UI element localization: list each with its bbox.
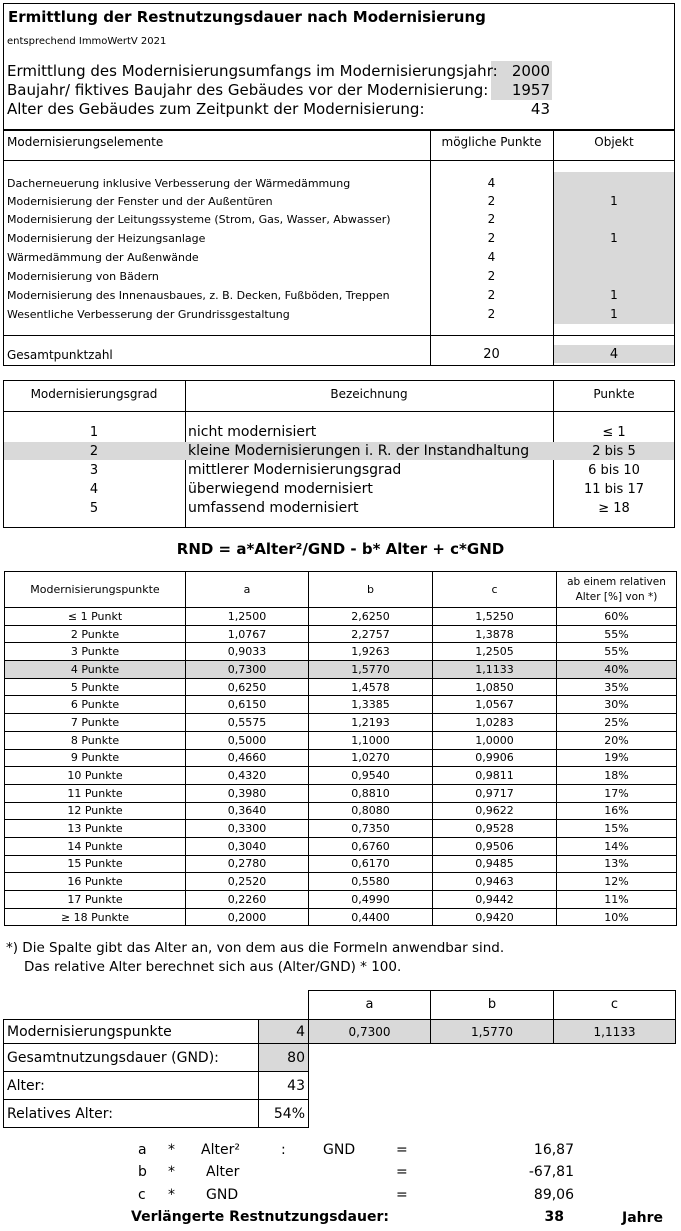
coeff-age: 35%: [557, 678, 677, 696]
coeff-b: 0,4400: [309, 908, 433, 926]
grade-number: 2: [89, 444, 99, 459]
coeff-c: 0,9622: [433, 802, 557, 820]
header-row-label: Alter des Gebäudes zum Zeitpunkt der Modernisierung:: [7, 100, 425, 118]
calc-age-label: Alter:: [7, 1078, 45, 1094]
grade-desc: nicht modernisiert: [188, 424, 317, 440]
coeff-a: 0,5000: [186, 731, 309, 749]
coeff-points: 5 Punkte: [5, 678, 186, 696]
coeff-a: 0,3640: [186, 802, 309, 820]
total-points: 20: [483, 347, 500, 362]
coeff-points: ≤ 1 Punkt: [5, 608, 186, 626]
grade-desc: kleine Modernisierungen i. R. der Instandhaltung: [188, 443, 530, 459]
elements-header-line: [3, 160, 675, 161]
table-row: [5, 678, 677, 696]
final-label: Verlängerte Restnutzungsdauer:: [131, 1209, 389, 1225]
grade-number: 3: [89, 463, 99, 478]
grade-desc: überwiegend modernisiert: [188, 481, 373, 497]
element-object: 1: [610, 307, 618, 321]
coeff-points: 11 Punkte: [5, 784, 186, 802]
coeff-points: 8 Punkte: [5, 731, 186, 749]
coeff-a: 0,3300: [186, 820, 309, 838]
calc-col-header-b-text: b: [487, 997, 497, 1012]
table-row: [5, 625, 677, 643]
coeff-age: 19%: [557, 749, 677, 767]
calc-col-header-c-text: c: [610, 997, 619, 1012]
coeff-points: 10 Punkte: [5, 767, 186, 785]
table-row: [5, 643, 677, 661]
elements-header-element: Modernisierungselemente: [7, 135, 164, 149]
coeff-points: 6 Punkte: [5, 696, 186, 714]
coeff-points: 15 Punkte: [5, 855, 186, 873]
result-var: b: [138, 1164, 147, 1180]
coeff-c: 0,9485: [433, 855, 557, 873]
grades-header-grade: Modernisierungsgrad: [30, 387, 158, 401]
coeff-points: 16 Punkte: [5, 873, 186, 891]
coeff-b: 0,8810: [309, 784, 433, 802]
footnote-line-1: *) Die Spalte gibt das Alter an, von dem aus die Formeln anwendbar sind.: [6, 940, 505, 956]
coeff-header-c: c: [433, 572, 557, 608]
coeff-age: 25%: [557, 714, 677, 732]
coeff-c: 0,9906: [433, 749, 557, 767]
grade-number: 5: [89, 501, 99, 516]
result-op: *: [168, 1164, 175, 1180]
coeff-b: 2,2757: [309, 625, 433, 643]
element-label: Wärmedämmung der Außenwände: [7, 251, 199, 264]
coeff-c: 0,9528: [433, 820, 557, 838]
coeff-b: 2,6250: [309, 608, 433, 626]
table-row: [5, 767, 677, 785]
header-row-value: 1957: [511, 81, 550, 99]
coeff-b: 0,9540: [309, 767, 433, 785]
grade-points: 11 bis 17: [584, 482, 644, 497]
coeff-header-b: b: [309, 572, 433, 608]
coeff-c: 1,0000: [433, 731, 557, 749]
coeff-age: 20%: [557, 731, 677, 749]
coeff-points: 7 Punkte: [5, 714, 186, 732]
coeff-age: 14%: [557, 837, 677, 855]
grades-header-points: Punkte: [593, 387, 635, 401]
calc-col-header-a-text: a: [365, 997, 374, 1012]
calc-points-value: 4: [296, 1024, 305, 1040]
element-points: 2: [487, 307, 496, 321]
coeff-points: 13 Punkte: [5, 820, 186, 838]
coeff-table: [4, 571, 677, 926]
result-term: GND: [206, 1187, 239, 1203]
table-row: [5, 696, 677, 714]
result-value: -67,81: [528, 1164, 574, 1180]
table-row: [5, 749, 677, 767]
elements-header-points: mögliche Punkte: [441, 135, 542, 149]
coeff-a: 0,3040: [186, 837, 309, 855]
elements-header-object: Objekt: [594, 135, 634, 149]
element-points: 2: [487, 231, 496, 245]
grade-points: 2 bis 5: [592, 444, 636, 459]
calc-rel-value: 54%: [273, 1106, 305, 1122]
elements-total-line: [3, 335, 675, 336]
table-row: [5, 837, 677, 855]
table-row: [5, 802, 677, 820]
coeff-age: 30%: [557, 696, 677, 714]
page-subtitle: entsprechend ImmoWertV 2021: [7, 36, 167, 47]
table-row: [5, 855, 677, 873]
coeff-c: 1,0567: [433, 696, 557, 714]
grade-number: 1: [89, 425, 99, 440]
element-points: 2: [487, 194, 496, 208]
coeff-c: 0,9811: [433, 767, 557, 785]
element-points: 2: [487, 212, 496, 226]
element-label: Modernisierung der Heizungsanlage: [7, 232, 206, 245]
grade-desc: umfassend modernisiert: [188, 500, 359, 516]
grade-points: ≤ 1: [602, 425, 626, 440]
result-value: 89,06: [533, 1187, 574, 1203]
coeff-b: 0,6170: [309, 855, 433, 873]
result-var: a: [138, 1142, 147, 1158]
coeff-c: 1,5250: [433, 608, 557, 626]
table-row: [5, 731, 677, 749]
coeff-a: 0,2520: [186, 873, 309, 891]
coeff-b: 0,7350: [309, 820, 433, 838]
result-term: Alter: [206, 1164, 240, 1180]
coeff-age: 12%: [557, 873, 677, 891]
result-div: GND: [323, 1142, 356, 1158]
coeff-a: 0,9033: [186, 643, 309, 661]
coeff-c: 1,0850: [433, 678, 557, 696]
table-row: [5, 661, 677, 679]
final-value: 38: [544, 1209, 564, 1225]
element-object: 1: [610, 288, 618, 302]
coeff-points: 4 Punkte: [5, 661, 186, 679]
elements-col-divider: [430, 130, 431, 366]
coeff-b: 0,4990: [309, 891, 433, 909]
coeff-points: 17 Punkte: [5, 891, 186, 909]
element-label: Dacherneuerung inklusive Verbesserung der Wärmedämmung: [7, 177, 351, 190]
coeff-points: 12 Punkte: [5, 802, 186, 820]
coeff-b: 1,5770: [309, 661, 433, 679]
coeff-age: 18%: [557, 767, 677, 785]
coeff-c: 0,9442: [433, 891, 557, 909]
result-var: c: [138, 1187, 146, 1203]
coeff-c: 1,2505: [433, 643, 557, 661]
table-row: [5, 714, 677, 732]
grade-number: 4: [89, 482, 99, 497]
formula-title: RND = a*Alter²/GND - b* Alter + c*GND: [176, 540, 505, 558]
calc-a-value: 0,7300: [348, 1025, 391, 1039]
coeff-a: 0,6250: [186, 678, 309, 696]
result-value: 16,87: [533, 1142, 574, 1158]
result-op: *: [168, 1142, 175, 1158]
coeff-points: 14 Punkte: [5, 837, 186, 855]
element-object: 1: [610, 194, 618, 208]
calc-gnd-value: 80: [287, 1050, 305, 1066]
coeff-header-row: [5, 572, 677, 608]
coeff-a: 0,5575: [186, 714, 309, 732]
header-row-value: 43: [530, 100, 550, 118]
grade-points: 6 bis 10: [588, 463, 640, 478]
coeff-age: 10%: [557, 908, 677, 926]
element-points: 2: [487, 288, 496, 302]
coeff-points: 2 Punkte: [5, 625, 186, 643]
header-row-label: Baujahr/ fiktives Baujahr des Gebäudes vor der Modernisierung:: [7, 81, 489, 99]
coeff-a: 1,2500: [186, 608, 309, 626]
coeff-c: 1,0283: [433, 714, 557, 732]
table-row: [5, 873, 677, 891]
coeff-b: 0,8080: [309, 802, 433, 820]
element-points: 4: [487, 250, 496, 264]
coeff-age: 40%: [557, 661, 677, 679]
result-term: Alter²: [201, 1142, 240, 1158]
coeff-c: 0,9463: [433, 873, 557, 891]
table-row: [5, 784, 677, 802]
table-row: [5, 891, 677, 909]
coeff-a: 0,2000: [186, 908, 309, 926]
coeff-a: 0,3980: [186, 784, 309, 802]
coeff-b: 1,9263: [309, 643, 433, 661]
result-op: *: [168, 1187, 175, 1203]
coeff-b: 1,4578: [309, 678, 433, 696]
coeff-age: 13%: [557, 855, 677, 873]
coeff-a: 0,4320: [186, 767, 309, 785]
element-label: Modernisierung des Innenausbaues, z. B. Decken, Fußböden, Treppen: [7, 289, 390, 302]
coeff-b: 1,1000: [309, 731, 433, 749]
grades-header-desc: Bezeichnung: [330, 387, 408, 401]
coeff-c: 0,9717: [433, 784, 557, 802]
header-row-value: 2000: [511, 62, 550, 80]
total-label: Gesamtpunktzahl: [7, 348, 113, 362]
coeff-b: 0,6760: [309, 837, 433, 855]
calc-age-value: 43: [287, 1078, 305, 1094]
coeff-c: 0,9506: [433, 837, 557, 855]
element-points: 2: [487, 269, 496, 283]
result-eq: =: [396, 1164, 408, 1180]
grade-points: ≥ 18: [598, 501, 630, 516]
coeff-a: 0,2780: [186, 855, 309, 873]
coeff-age: 60%: [557, 608, 677, 626]
coeff-points: ≥ 18 Punkte: [5, 908, 186, 926]
coeff-a: 0,4660: [186, 749, 309, 767]
coeff-b: 1,2193: [309, 714, 433, 732]
coeff-a: 0,7300: [186, 661, 309, 679]
coeff-c: 1,3878: [433, 625, 557, 643]
element-label: Wesentliche Verbesserung der Grundrissgestaltung: [7, 308, 290, 321]
coeff-age: 11%: [557, 891, 677, 909]
element-label: Modernisierung der Leitungssysteme (Strom, Gas, Wasser, Abwasser): [7, 213, 391, 226]
coeff-age: 55%: [557, 625, 677, 643]
footnote-line-2: Das relative Alter berechnet sich aus (Alter/GND) * 100.: [24, 959, 402, 975]
coeff-header-age: ab einem relativen Alter [%] von *): [557, 572, 677, 608]
coeff-points: 3 Punkte: [5, 643, 186, 661]
table-row: [5, 608, 677, 626]
coeff-b: 1,3385: [309, 696, 433, 714]
calc-gnd-label: Gesamtnutzungsdauer (GND):: [7, 1050, 219, 1066]
element-label: Modernisierung von Bädern: [7, 270, 159, 283]
calc-rel-label: Relatives Alter:: [7, 1106, 113, 1122]
coeff-age: 15%: [557, 820, 677, 838]
result-colon: :: [281, 1142, 286, 1158]
result-eq: =: [396, 1142, 408, 1158]
coeff-age: 16%: [557, 802, 677, 820]
calc-points-label: Modernisierungspunkte: [7, 1024, 172, 1040]
grade-desc: mittlerer Modernisierungsgrad: [188, 462, 402, 478]
coeff-a: 0,2260: [186, 891, 309, 909]
page-title: Ermittlung der Restnutzungsdauer nach Modernisierung: [8, 8, 486, 26]
table-row: [5, 820, 677, 838]
table-row: [5, 908, 677, 926]
coeff-c: 1,1133: [433, 661, 557, 679]
header-row-label: Ermittlung des Modernisierungsumfangs im Modernisierungsjahr:: [7, 62, 498, 80]
coeff-b: 0,5580: [309, 873, 433, 891]
result-eq: =: [396, 1187, 408, 1203]
calc-b-value: 1,5770: [471, 1025, 513, 1039]
coeff-a: 0,6150: [186, 696, 309, 714]
calc-c-value: 1,1133: [593, 1025, 636, 1039]
coeff-c: 0,9420: [433, 908, 557, 926]
coeff-a: 1,0767: [186, 625, 309, 643]
element-object: 1: [610, 231, 618, 245]
coeff-header-a: a: [186, 572, 309, 608]
coeff-age: 17%: [557, 784, 677, 802]
coeff-b: 1,0270: [309, 749, 433, 767]
coeff-header-points: Modernisierungspunkte: [5, 572, 186, 608]
element-points: 4: [487, 176, 496, 190]
final-unit: Jahre: [622, 1210, 664, 1226]
coeff-points: 9 Punkte: [5, 749, 186, 767]
grades-header-line: [3, 411, 675, 412]
element-label: Modernisierung der Fenster und der Außentüren: [7, 195, 273, 208]
coeff-age: 55%: [557, 643, 677, 661]
total-object: 4: [609, 347, 619, 362]
